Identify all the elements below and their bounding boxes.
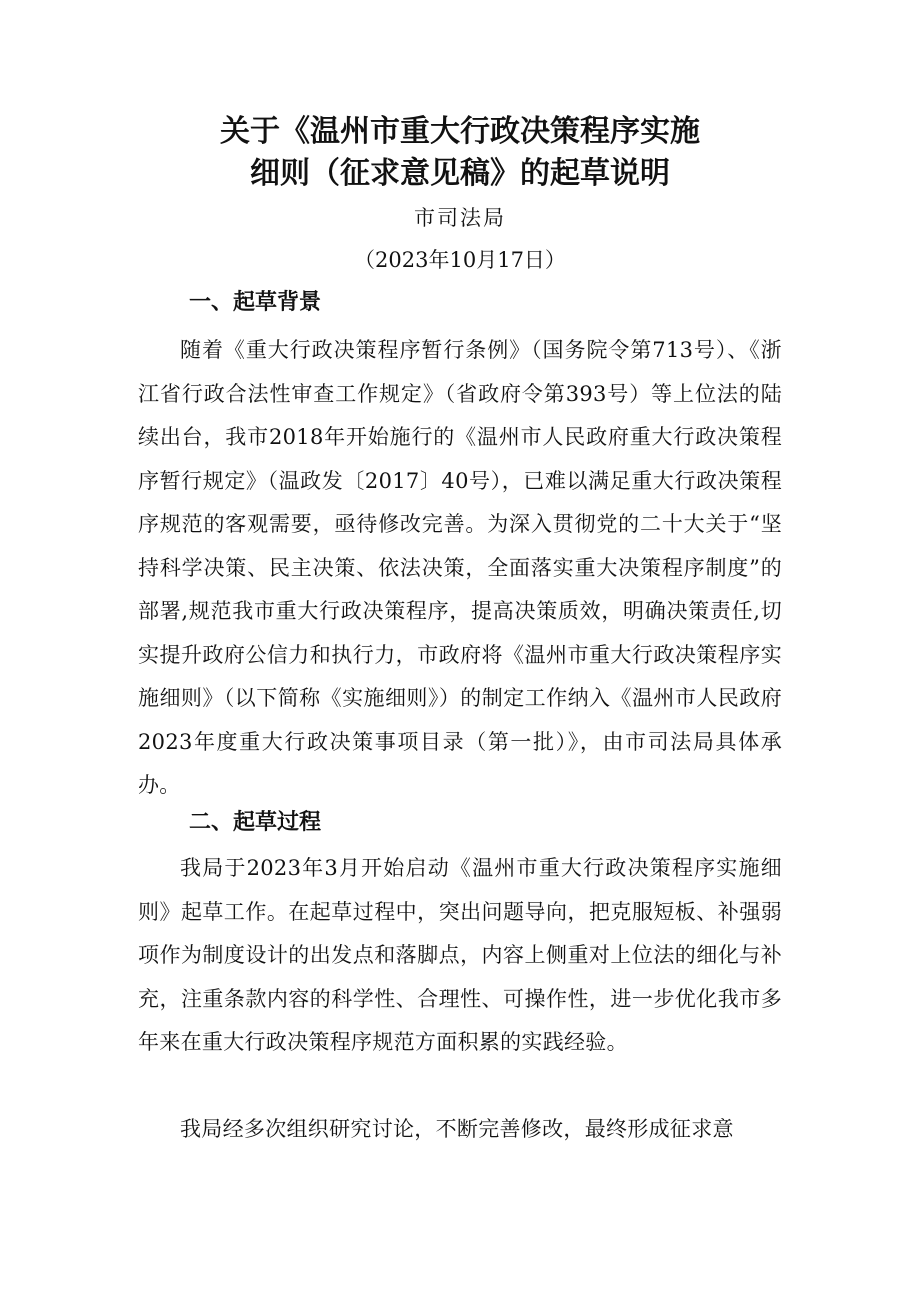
document-date: （2023年10月17日） — [354, 248, 566, 272]
section-paragraph-process-2: 我局经多次组织研究讨论，不断完善修改，最终形成征求意 — [180, 1117, 734, 1141]
section-paragraph-background: 随着《重大行政决策程序暂行条例》（国务院令第713号）、《浙江省行政合法性审查工作规定》（省政府令第393号）等上位法的陆续出台，我市2018年开始施行的《温州市人民政府重大行政决策程序暂行规定》（温政发〔2017〕40号），已难以满足重大行政决策程序规范的客观需要，亟待修改完善。为深入贯彻党的二十大关于“坚持科学决策、民主决策、依法决策，全面落实重大决策程序制度”的部署,规范我市重大行政决策程序，提高决策质效，明确决策责任,切实提升政府公信力和执行力，市政府将《温州市重大行政决策程序实施细则》（以下简称《实施细则》）的制定工作纳入《温州市人民政府2023年度重大行政决策事项目录（第一批）》，由市司法局具体承办。 — [138, 338, 782, 797]
section-paragraph-process-1: 我局于2023年3月开始启动《温州市重大行政决策程序实施细则》起草工作。在起草过程中，突出问题导向，把克服短板、补强弱项作为制度设计的出发点和落脚点，内容上侧重对上位法的细化与补充，注重条款内容的科学性、合理性、可操作性，进一步优化我市多年来在重大行政决策程序规范方面积累的实践经验。 — [138, 856, 782, 1054]
document-title-line2: 细则（征求意见稿》的起草说明 — [250, 156, 670, 191]
document-author: 市司法局 — [414, 206, 506, 230]
document-title-line1: 关于《温州市重大行政决策程序实施 — [220, 114, 700, 149]
section-heading-background: 一、起草背景 — [189, 290, 322, 315]
section-heading-process: 二、起草过程 — [189, 810, 322, 835]
